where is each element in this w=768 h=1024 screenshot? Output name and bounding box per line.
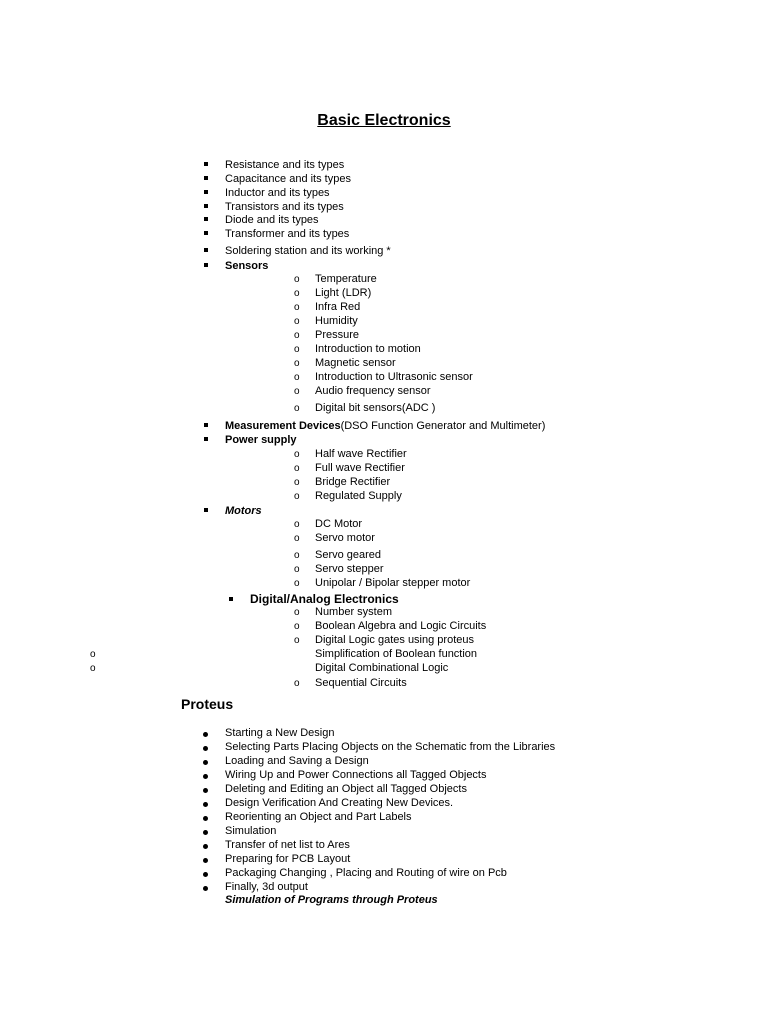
motor-item: Servo geared [315, 549, 382, 561]
sensor-item: Introduction to Ultrasonic sensor [315, 371, 473, 383]
round-bullet-icon [203, 802, 208, 807]
digital-item: Boolean Algebra and Logic Circuits [315, 620, 487, 632]
proteus-item: Wiring Up and Power Connections all Tagged Objects [225, 769, 487, 781]
digital-item: Digital Logic gates using proteus [315, 634, 474, 646]
circle-bullet-icon: o [294, 316, 300, 327]
round-bullet-icon [203, 816, 208, 821]
motor-item: Unipolar / Bipolar stepper motor [315, 577, 471, 589]
circle-bullet-icon: o [294, 477, 300, 488]
square-bullet-icon [204, 176, 208, 180]
power-supply-item: Bridge Rectifier [315, 476, 391, 488]
circle-bullet-icon: o [90, 663, 96, 674]
sensor-item: Pressure [315, 329, 360, 341]
square-bullet-icon [204, 204, 208, 208]
basic-item: Diode and its types [225, 214, 319, 226]
square-bullet-icon [204, 162, 208, 166]
circle-bullet-icon: o [294, 607, 300, 618]
power-supply-item: Regulated Supply [315, 490, 402, 502]
basic-item: Resistance and its types [225, 159, 345, 171]
digital-analog-heading: Digital/Analog Electronics [250, 592, 399, 606]
power-supply-item: Full wave Rectifier [315, 462, 405, 474]
round-bullet-icon [203, 844, 208, 849]
circle-bullet-icon: o [294, 358, 300, 369]
round-bullet-icon [203, 872, 208, 877]
sensors-heading: Sensors [225, 260, 269, 272]
circle-bullet-icon: o [294, 372, 300, 383]
sensor-item: Infra Red [315, 301, 361, 313]
square-bullet-icon [229, 597, 233, 601]
square-bullet-icon [204, 190, 208, 194]
sensor-item: Magnetic sensor [315, 357, 396, 369]
proteus-item: Deleting and Editing an Object all Tagged Objects [225, 783, 467, 795]
document-title: Basic Electronics [317, 112, 451, 129]
motor-item: Servo motor [315, 532, 375, 544]
circle-bullet-icon: o [294, 621, 300, 632]
round-bullet-icon [203, 858, 208, 863]
circle-bullet-icon: o [294, 533, 300, 544]
sensor-item: Digital bit sensors(ADC ) [315, 402, 436, 414]
circle-bullet-icon: o [294, 635, 300, 646]
proteus-item: Packaging Changing , Placing and Routing of wire on Pcb [225, 867, 507, 879]
measurement-detail: (DSO Function Generator and Multimeter) [340, 420, 546, 432]
circle-bullet-icon: o [294, 578, 300, 589]
sensor-item: Introduction to motion [315, 343, 421, 355]
circle-bullet-icon: o [294, 274, 300, 285]
digital-item: Sequential Circuits [315, 677, 407, 689]
square-bullet-icon [204, 263, 208, 267]
motors-heading: Motors [225, 505, 262, 517]
digital-item: Digital Combinational Logic [315, 662, 449, 674]
circle-bullet-icon: o [294, 491, 300, 502]
basic-item: Capacitance and its types [225, 173, 351, 185]
circle-bullet-icon: o [294, 330, 300, 341]
round-bullet-icon [203, 886, 208, 891]
circle-bullet-icon: o [294, 449, 300, 460]
proteus-item: Starting a New Design [225, 727, 335, 739]
square-bullet-icon [204, 231, 208, 235]
basic-item: Transformer and its types [225, 228, 350, 240]
proteus-item: Transfer of net list to Ares [225, 839, 350, 851]
proteus-item: Finally, 3d output [225, 881, 308, 893]
sensor-item: Light (LDR) [315, 287, 372, 299]
proteus-item: Selecting Parts Placing Objects on the Schematic from the Libraries [225, 741, 556, 753]
proteus-item: Loading and Saving a Design [225, 755, 369, 767]
square-bullet-icon [204, 248, 208, 252]
power-supply-heading: Power supply [225, 434, 297, 446]
square-bullet-icon [204, 423, 208, 427]
sensor-item: Temperature [315, 273, 377, 285]
circle-bullet-icon: o [294, 564, 300, 575]
round-bullet-icon [203, 774, 208, 779]
digital-item: Number system [315, 606, 393, 618]
motor-item: DC Motor [315, 518, 363, 530]
round-bullet-icon [203, 732, 208, 737]
sensor-item: Humidity [315, 315, 358, 327]
proteus-heading: Proteus [181, 696, 234, 712]
proteus-item: Reorienting an Object and Part Labels [225, 811, 412, 823]
circle-bullet-icon: o [294, 678, 300, 689]
proteus-footer: Simulation of Programs through Proteus [225, 894, 438, 906]
round-bullet-icon [203, 746, 208, 751]
sensor-item: Audio frequency sensor [315, 385, 431, 397]
power-supply-item: Half wave Rectifier [315, 448, 407, 460]
measurement-line [225, 420, 545, 433]
circle-bullet-icon: o [294, 344, 300, 355]
basic-item: Soldering station and its working * [225, 245, 391, 257]
circle-bullet-icon: o [294, 403, 300, 414]
square-bullet-icon [204, 437, 208, 441]
motor-item: Servo stepper [315, 563, 384, 575]
circle-bullet-icon: o [294, 386, 300, 397]
circle-bullet-icon: o [294, 519, 300, 530]
round-bullet-icon [203, 788, 208, 793]
digital-item: Simplification of Boolean function [315, 648, 478, 660]
proteus-item: Preparing for PCB Layout [225, 853, 351, 865]
round-bullet-icon [203, 830, 208, 835]
proteus-item: Simulation [225, 825, 277, 837]
circle-bullet-icon: o [294, 463, 300, 474]
circle-bullet-icon: o [90, 649, 96, 660]
measurement-heading: Measurement Devices [225, 420, 341, 432]
proteus-item: Design Verification And Creating New Devices. [225, 797, 454, 809]
basic-item: Transistors and its types [225, 201, 344, 213]
circle-bullet-icon: o [294, 288, 300, 299]
circle-bullet-icon: o [294, 302, 300, 313]
round-bullet-icon [203, 760, 208, 765]
basic-item: Inductor and its types [225, 187, 330, 199]
square-bullet-icon [204, 217, 208, 221]
circle-bullet-icon: o [294, 550, 300, 561]
square-bullet-icon [204, 508, 208, 512]
